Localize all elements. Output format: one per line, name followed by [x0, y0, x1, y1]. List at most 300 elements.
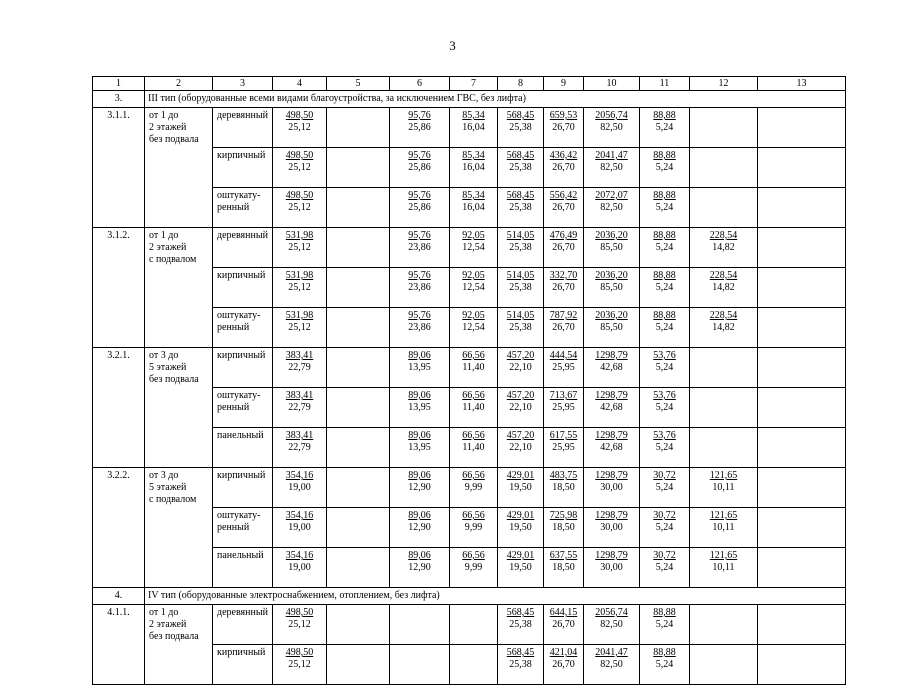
value-cell — [450, 468, 498, 508]
value-top: 89,06 — [408, 470, 431, 481]
value-bottom: 18,50 — [552, 482, 575, 493]
value-cell — [544, 228, 584, 268]
material-label — [213, 468, 273, 508]
material-label — [213, 228, 273, 268]
value-pair — [584, 348, 639, 374]
value-top: 531,98 — [285, 270, 314, 281]
value-bottom: 30,00 — [600, 482, 623, 493]
value-top: 2056,74 — [595, 607, 628, 618]
value-top: 92,05 — [462, 270, 485, 281]
value-cell — [273, 548, 327, 588]
value-pair — [498, 605, 543, 631]
value-pair — [498, 388, 543, 414]
material-line: панельный — [217, 430, 264, 441]
value-top: 95,76 — [408, 190, 431, 201]
value-bottom: 82,50 — [600, 659, 623, 670]
value-cell — [390, 388, 450, 428]
value-top: 457,20 — [506, 390, 535, 401]
value-cell — [327, 188, 390, 228]
value-top: 228,54 — [709, 310, 738, 321]
value-bottom: 12,90 — [408, 562, 431, 573]
value-top: 66,56 — [462, 350, 485, 361]
value-bottom: 19,50 — [509, 522, 532, 533]
value-bottom: 23,86 — [408, 322, 431, 333]
value-top: 498,50 — [285, 110, 314, 121]
value-cell — [390, 308, 450, 348]
value-pair — [450, 468, 497, 494]
value-cell — [758, 468, 846, 508]
value-cell — [327, 268, 390, 308]
value-top: 568,45 — [506, 110, 535, 121]
value-cell — [544, 605, 584, 645]
value-top: 725,98 — [549, 510, 578, 521]
value-cell — [450, 388, 498, 428]
table-row — [93, 228, 846, 268]
value-pair — [544, 108, 583, 134]
value-pair — [498, 228, 543, 254]
section-title: IV тип (оборудованные электроснабжением, отоплением, без лифта) — [145, 588, 846, 605]
value-cell — [584, 148, 640, 188]
value-top: 659,53 — [549, 110, 578, 121]
value-bottom: 5,24 — [655, 619, 674, 630]
value-cell — [390, 645, 450, 685]
value-cell — [690, 148, 758, 188]
value-pair — [450, 268, 497, 294]
value-top: 66,56 — [462, 430, 485, 441]
value-cell — [390, 108, 450, 148]
value-cell — [390, 348, 450, 388]
value-cell — [544, 508, 584, 548]
value-top: 95,76 — [408, 230, 431, 241]
value-top: 1298,79 — [595, 470, 628, 481]
value-pair — [273, 428, 326, 454]
value-bottom: 19,50 — [509, 562, 532, 573]
header-cell: 10 — [584, 77, 640, 91]
value-top: 383,41 — [285, 390, 314, 401]
value-cell — [690, 108, 758, 148]
value-bottom: 12,90 — [408, 482, 431, 493]
value-cell — [640, 645, 690, 685]
value-pair — [584, 508, 639, 534]
value-bottom: 11,40 — [462, 442, 485, 453]
value-bottom: 26,70 — [552, 282, 575, 293]
value-pair — [390, 428, 449, 454]
material-label — [213, 108, 273, 148]
value-pair — [640, 468, 689, 494]
value-cell — [327, 428, 390, 468]
value-bottom: 25,38 — [509, 202, 532, 213]
value-pair — [640, 508, 689, 534]
value-pair — [498, 188, 543, 214]
value-bottom: 25,12 — [288, 202, 311, 213]
value-bottom: 18,50 — [552, 562, 575, 573]
value-bottom: 26,70 — [552, 322, 575, 333]
value-pair — [640, 148, 689, 174]
value-cell — [584, 605, 640, 645]
storey-label — [145, 108, 213, 228]
value-pair — [640, 188, 689, 214]
value-cell — [327, 228, 390, 268]
value-pair — [273, 645, 326, 671]
header-row — [93, 77, 846, 91]
value-bottom: 42,68 — [600, 442, 623, 453]
value-bottom: 25,95 — [552, 402, 575, 413]
value-cell — [450, 148, 498, 188]
value-pair — [498, 645, 543, 671]
material-label — [213, 188, 273, 228]
value-top: 2041,47 — [595, 647, 628, 658]
value-cell — [544, 348, 584, 388]
value-bottom: 11,40 — [462, 402, 485, 413]
value-pair — [584, 108, 639, 134]
value-cell — [640, 605, 690, 645]
row-code: 3.2.1. — [93, 348, 145, 468]
storey-line: с подвалом — [149, 494, 197, 505]
value-bottom: 9,99 — [464, 482, 483, 493]
storey-line: 5 этажей — [149, 482, 187, 493]
value-cell — [690, 428, 758, 468]
value-top: 88,88 — [653, 230, 676, 241]
value-cell — [690, 605, 758, 645]
value-cell — [498, 388, 544, 428]
value-top: 92,05 — [462, 310, 485, 321]
value-cell — [390, 605, 450, 645]
value-top: 95,76 — [408, 310, 431, 321]
value-bottom: 25,38 — [509, 162, 532, 173]
material-line: кирпичный — [217, 470, 266, 481]
value-cell — [450, 645, 498, 685]
value-bottom: 25,12 — [288, 242, 311, 253]
table-row — [93, 468, 846, 508]
value-cell — [690, 188, 758, 228]
material-line: ренный — [217, 522, 250, 533]
value-pair — [544, 428, 583, 454]
value-cell — [327, 645, 390, 685]
value-pair — [584, 188, 639, 214]
value-pair — [544, 308, 583, 334]
value-bottom: 9,99 — [464, 522, 483, 533]
value-top: 85,34 — [462, 190, 485, 201]
value-bottom: 26,70 — [552, 122, 575, 133]
value-top: 30,72 — [653, 510, 676, 521]
value-top: 2036,20 — [595, 230, 628, 241]
value-bottom: 26,70 — [552, 242, 575, 253]
value-bottom: 22,10 — [509, 442, 532, 453]
value-cell — [273, 228, 327, 268]
value-bottom: 25,12 — [288, 122, 311, 133]
value-cell — [273, 308, 327, 348]
value-top: 713,67 — [549, 390, 578, 401]
value-top: 95,76 — [408, 270, 431, 281]
value-pair — [584, 468, 639, 494]
value-pair — [273, 468, 326, 494]
value-cell — [690, 468, 758, 508]
value-bottom: 22,10 — [509, 362, 532, 373]
material-line: деревянный — [217, 110, 268, 121]
value-bottom: 18,50 — [552, 522, 575, 533]
value-bottom: 25,38 — [509, 282, 532, 293]
value-bottom: 85,50 — [600, 242, 623, 253]
value-bottom: 26,70 — [552, 162, 575, 173]
value-cell — [758, 605, 846, 645]
material-label — [213, 508, 273, 548]
value-cell — [273, 108, 327, 148]
value-cell — [498, 148, 544, 188]
value-cell — [498, 348, 544, 388]
value-top: 53,76 — [653, 430, 676, 441]
value-cell — [327, 388, 390, 428]
material-label — [213, 388, 273, 428]
value-pair — [390, 348, 449, 374]
value-top: 30,72 — [653, 470, 676, 481]
value-cell — [584, 548, 640, 588]
value-cell — [758, 508, 846, 548]
storey-line: от 3 до — [149, 470, 179, 481]
value-bottom: 25,86 — [408, 202, 431, 213]
value-top: 498,50 — [285, 190, 314, 201]
value-top: 514,05 — [506, 270, 535, 281]
section-title: III тип (оборудованные всеми видами благоустройства, за исключением ГВС, без лифта) — [145, 91, 846, 108]
value-pair — [450, 508, 497, 534]
value-pair — [498, 468, 543, 494]
value-cell — [498, 548, 544, 588]
value-bottom: 23,86 — [408, 282, 431, 293]
tariff-table — [92, 76, 846, 685]
value-cell — [450, 428, 498, 468]
value-cell — [640, 108, 690, 148]
value-pair — [273, 388, 326, 414]
storey-label — [145, 605, 213, 685]
value-bottom: 19,50 — [509, 482, 532, 493]
value-pair — [498, 308, 543, 334]
value-bottom: 14,82 — [712, 322, 735, 333]
value-cell — [584, 508, 640, 548]
value-cell — [390, 508, 450, 548]
section-number: 4. — [93, 588, 145, 605]
value-top: 89,06 — [408, 390, 431, 401]
value-cell — [498, 188, 544, 228]
value-pair — [544, 268, 583, 294]
value-cell — [327, 508, 390, 548]
section-number: 3. — [93, 91, 145, 108]
value-top: 30,72 — [653, 550, 676, 561]
value-top: 88,88 — [653, 150, 676, 161]
header-cell: 11 — [640, 77, 690, 91]
value-top: 1298,79 — [595, 430, 628, 441]
storey-line: 5 этажей — [149, 362, 187, 373]
material-line: деревянный — [217, 230, 268, 241]
value-cell — [758, 148, 846, 188]
value-pair — [390, 388, 449, 414]
value-pair — [273, 348, 326, 374]
value-top: 568,45 — [506, 190, 535, 201]
value-bottom: 25,86 — [408, 122, 431, 133]
value-cell — [390, 468, 450, 508]
value-top: 1298,79 — [595, 350, 628, 361]
storey-line: с подвалом — [149, 254, 197, 265]
value-bottom: 42,68 — [600, 362, 623, 373]
value-top: 444,54 — [549, 350, 578, 361]
value-cell — [544, 188, 584, 228]
storey-line: от 3 до — [149, 350, 179, 361]
value-cell — [544, 268, 584, 308]
value-bottom: 12,54 — [462, 242, 485, 253]
value-pair — [273, 148, 326, 174]
value-pair — [640, 268, 689, 294]
value-top: 383,41 — [285, 350, 314, 361]
value-cell — [498, 308, 544, 348]
value-pair — [498, 508, 543, 534]
value-cell — [640, 468, 690, 508]
value-cell — [450, 108, 498, 148]
value-bottom: 13,95 — [408, 402, 431, 413]
value-pair — [390, 468, 449, 494]
value-pair — [390, 548, 449, 574]
value-pair — [584, 388, 639, 414]
material-line: панельный — [217, 550, 264, 561]
value-pair — [584, 228, 639, 254]
value-cell — [758, 108, 846, 148]
storey-line: 2 этажей — [149, 242, 187, 253]
page-number: 3 — [449, 38, 456, 53]
value-bottom: 19,00 — [288, 522, 311, 533]
value-cell — [390, 548, 450, 588]
value-cell — [450, 348, 498, 388]
material-line: кирпичный — [217, 647, 266, 658]
value-cell — [544, 428, 584, 468]
material-label — [213, 548, 273, 588]
value-cell — [327, 348, 390, 388]
material-label — [213, 348, 273, 388]
value-top: 457,20 — [506, 430, 535, 441]
storey-line: 2 этажей — [149, 122, 187, 133]
value-bottom: 16,04 — [462, 162, 485, 173]
value-pair — [498, 268, 543, 294]
value-cell — [584, 645, 640, 685]
material-label — [213, 428, 273, 468]
value-bottom: 30,00 — [600, 522, 623, 533]
value-top: 498,50 — [285, 607, 314, 618]
material-line: кирпичный — [217, 150, 266, 161]
value-top: 498,50 — [285, 647, 314, 658]
value-cell — [273, 428, 327, 468]
value-bottom: 25,95 — [552, 442, 575, 453]
value-bottom: 25,12 — [288, 322, 311, 333]
value-top: 514,05 — [506, 310, 535, 321]
value-top: 568,45 — [506, 647, 535, 658]
value-cell — [640, 268, 690, 308]
row-code: 3.2.2. — [93, 468, 145, 588]
value-cell — [758, 188, 846, 228]
table-row — [93, 605, 846, 645]
value-pair — [390, 228, 449, 254]
value-cell — [690, 228, 758, 268]
value-pair — [390, 268, 449, 294]
value-top: 2056,74 — [595, 110, 628, 121]
value-bottom: 23,86 — [408, 242, 431, 253]
value-pair — [544, 188, 583, 214]
value-bottom: 14,82 — [712, 242, 735, 253]
material-line: оштукату- — [217, 390, 261, 401]
value-bottom: 25,12 — [288, 162, 311, 173]
value-top: 66,56 — [462, 470, 485, 481]
value-top: 88,88 — [653, 270, 676, 281]
value-top: 95,76 — [408, 110, 431, 121]
value-top: 88,88 — [653, 190, 676, 201]
value-top: 85,34 — [462, 150, 485, 161]
value-cell — [584, 268, 640, 308]
value-bottom: 9,99 — [464, 562, 483, 573]
material-line: оштукату- — [217, 310, 261, 321]
value-pair — [450, 148, 497, 174]
header-cell: 6 — [390, 77, 450, 91]
value-top: 92,05 — [462, 230, 485, 241]
value-pair — [273, 308, 326, 334]
value-cell — [450, 188, 498, 228]
value-bottom: 26,70 — [552, 619, 575, 630]
value-bottom: 5,24 — [655, 122, 674, 133]
value-cell — [498, 108, 544, 148]
value-pair — [273, 268, 326, 294]
value-pair — [544, 508, 583, 534]
value-top: 1298,79 — [595, 510, 628, 521]
value-pair — [273, 605, 326, 631]
value-bottom: 5,24 — [655, 402, 674, 413]
storey-line: от 1 до — [149, 607, 179, 618]
value-bottom: 14,82 — [712, 282, 735, 293]
material-line: ренный — [217, 402, 250, 413]
value-bottom: 25,12 — [288, 659, 311, 670]
value-cell — [390, 268, 450, 308]
value-cell — [640, 228, 690, 268]
storey-label — [145, 348, 213, 468]
value-pair — [273, 548, 326, 574]
table-row — [93, 348, 846, 388]
value-pair — [690, 228, 757, 254]
storey-label — [145, 468, 213, 588]
value-top: 121,65 — [709, 470, 738, 481]
value-pair — [584, 148, 639, 174]
value-cell — [584, 388, 640, 428]
row-code: 3.1.2. — [93, 228, 145, 348]
value-top: 89,06 — [408, 350, 431, 361]
header-cell: 8 — [498, 77, 544, 91]
value-bottom: 22,79 — [288, 402, 311, 413]
value-bottom: 25,38 — [509, 122, 532, 133]
value-bottom: 82,50 — [600, 619, 623, 630]
value-pair — [544, 468, 583, 494]
value-cell — [584, 228, 640, 268]
value-bottom: 22,10 — [509, 402, 532, 413]
value-cell — [640, 428, 690, 468]
value-bottom: 5,24 — [655, 162, 674, 173]
value-cell — [327, 148, 390, 188]
value-top: 89,06 — [408, 430, 431, 441]
header-cell: 3 — [213, 77, 273, 91]
value-top: 354,16 — [285, 510, 314, 521]
value-bottom: 16,04 — [462, 122, 485, 133]
value-bottom: 25,38 — [509, 242, 532, 253]
value-pair — [690, 308, 757, 334]
value-bottom: 10,11 — [712, 482, 735, 493]
material-label — [213, 148, 273, 188]
value-cell — [273, 468, 327, 508]
value-cell — [544, 548, 584, 588]
material-label — [213, 268, 273, 308]
value-bottom: 82,50 — [600, 162, 623, 173]
value-cell — [758, 268, 846, 308]
value-pair — [584, 268, 639, 294]
